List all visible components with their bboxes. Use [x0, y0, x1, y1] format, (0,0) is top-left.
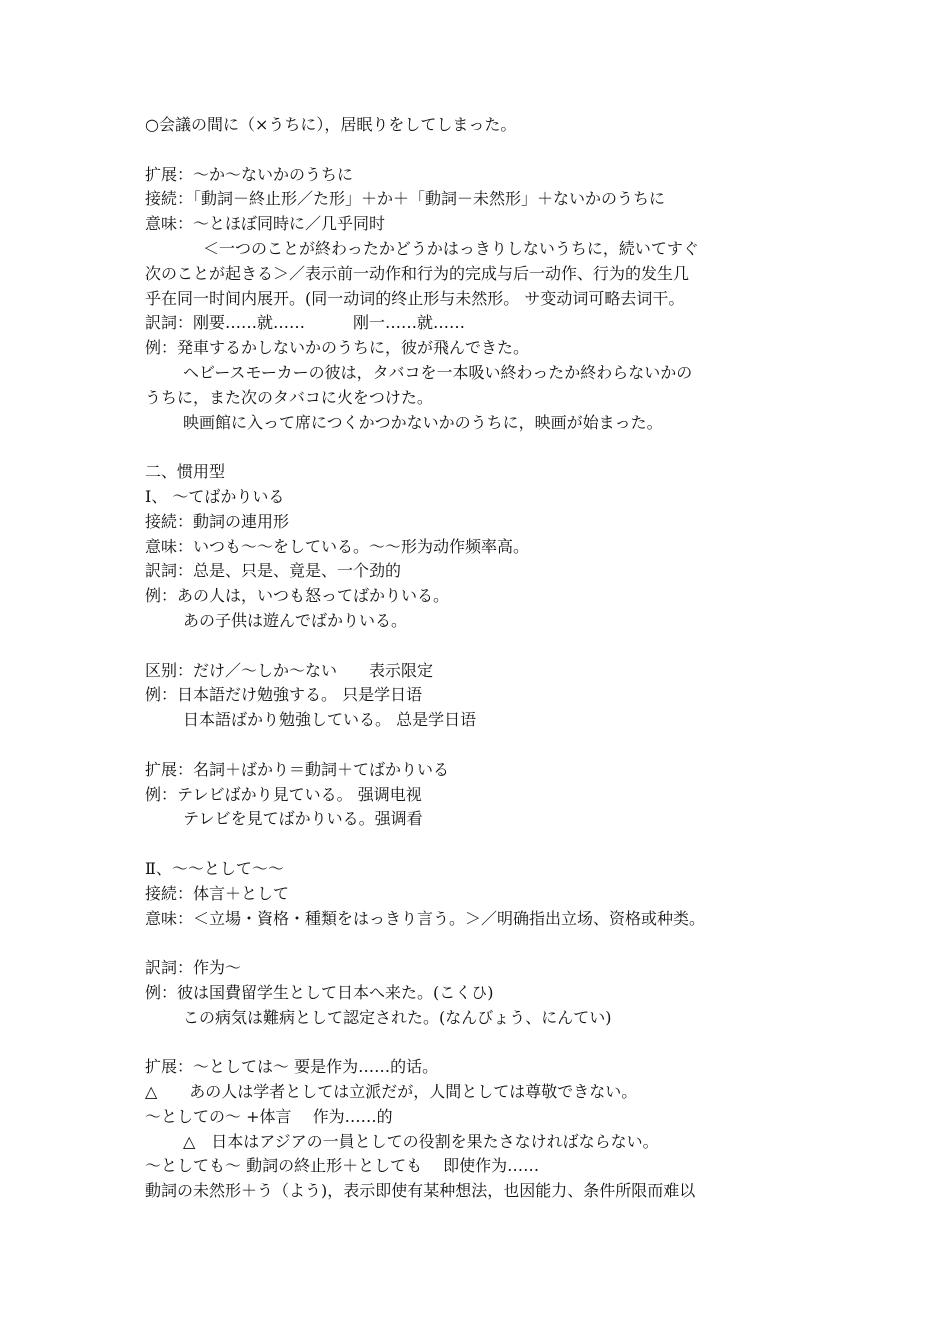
text-line: 訳詞：刚要……就…… 刚一……就……	[145, 313, 466, 333]
blank-line	[145, 138, 815, 163]
text-line: 映画館に入って席につくかつかないかのうちに，映画が始まった。	[183, 412, 663, 432]
text-line: △ 日本はアジアの一員としての役割を果たさなければならない。	[183, 1131, 659, 1151]
document-body	[145, 113, 815, 1204]
text-line: 訳詞：作为～	[145, 958, 242, 978]
text-line: 例：テレビばかり見ている。 强调电视	[145, 784, 422, 804]
text-line: ヘビースモーカーの彼は，タバコを一本吸い終わったか終わらないかの	[183, 362, 693, 382]
text-line: 意味：いつも～～をしている。～～形为动作频率高。	[145, 536, 530, 556]
text-line: あの子供は遊んでばかりいる。	[183, 610, 408, 630]
text-line: この病気は難病として認定された。(なんびょう、にんてい)	[183, 1007, 612, 1027]
text-line: 乎在同一时间内展开。(同一动词的终止形与未然形。 サ变动词可略去词干。	[145, 288, 685, 308]
text-line: 訳詞：总是、只是、竟是、一个劲的	[145, 561, 402, 581]
text-line: 区别：だけ／～しか～ない 表示限定	[145, 660, 434, 680]
text-line: テレビを見てばかりいる。强调看	[183, 809, 423, 829]
text-line: 例：日本語だけ勉強する。 只是学日语	[145, 685, 423, 705]
text-line: 接続：動詞の連用形	[145, 511, 290, 531]
text-line: 例：彼は国費留学生として日本へ来た。(こくひ)	[145, 982, 494, 1002]
text-line: ○会議の間に（×うちに），居眠りをしてしまった。	[145, 115, 517, 134]
blank-line	[145, 1030, 815, 1055]
text-line: ～としても～ 動詞の終止形＋としても 即使作为……	[145, 1156, 540, 1176]
text-line: Ⅰ、 ～てばかりいる	[145, 486, 285, 506]
blank-line	[145, 634, 815, 659]
text-line: 扩展：～か～ないかのうちに	[145, 164, 354, 184]
text-line: ～としての～ +体言 作为……的	[145, 1106, 393, 1126]
text-line: 次のことが起きる＞／表示前一动作和行为的完成与后一动作、行为的发生几	[145, 263, 690, 283]
blank-line	[145, 931, 815, 956]
text-line: ＜一つのことが終わったかどうかはっきりしないうちに，続いてすぐ	[203, 238, 699, 258]
text-line: 意味：～とほぼ同時に／几乎同时	[145, 214, 386, 234]
blank-line	[145, 733, 815, 758]
text-line: 意味：＜立場・資格・種類をはっきり言う。＞／明确指出立场、资格或种类。	[145, 908, 706, 928]
text-line: 接続：体言＋として	[145, 883, 290, 903]
blank-line	[145, 435, 815, 460]
blank-line	[145, 832, 815, 857]
text-line: Ⅱ、～～として～～	[145, 858, 284, 878]
text-line: 二、惯用型	[145, 462, 226, 482]
text-line: △ あの人は学者としては立派だが，人間としては尊敬できない。	[145, 1082, 638, 1102]
text-line: うちに，また次のタバコに火をつけた。	[145, 387, 433, 407]
text-line: 日本語ばかり勉強している。 总是学日语	[183, 710, 477, 730]
text-line: 扩展：～としては～ 要是作为……的话。	[145, 1057, 439, 1077]
text-line: 接続：「動詞－終止形／た形」＋か＋「動詞－未然形」＋ないかのうちに	[145, 189, 666, 209]
text-line: 動詞の未然形＋う（よう)，表示即使有某种想法，也因能力、条件所限而难以	[145, 1181, 696, 1201]
text-line: 例：発車するかしないかのうちに，彼が飛んできた。	[145, 338, 530, 358]
text-line: 例：あの人は，いつも怒ってばかりいる。	[145, 586, 450, 606]
text-line: 扩展：名詞＋ばかり＝動詞＋てばかりいる	[145, 759, 450, 779]
